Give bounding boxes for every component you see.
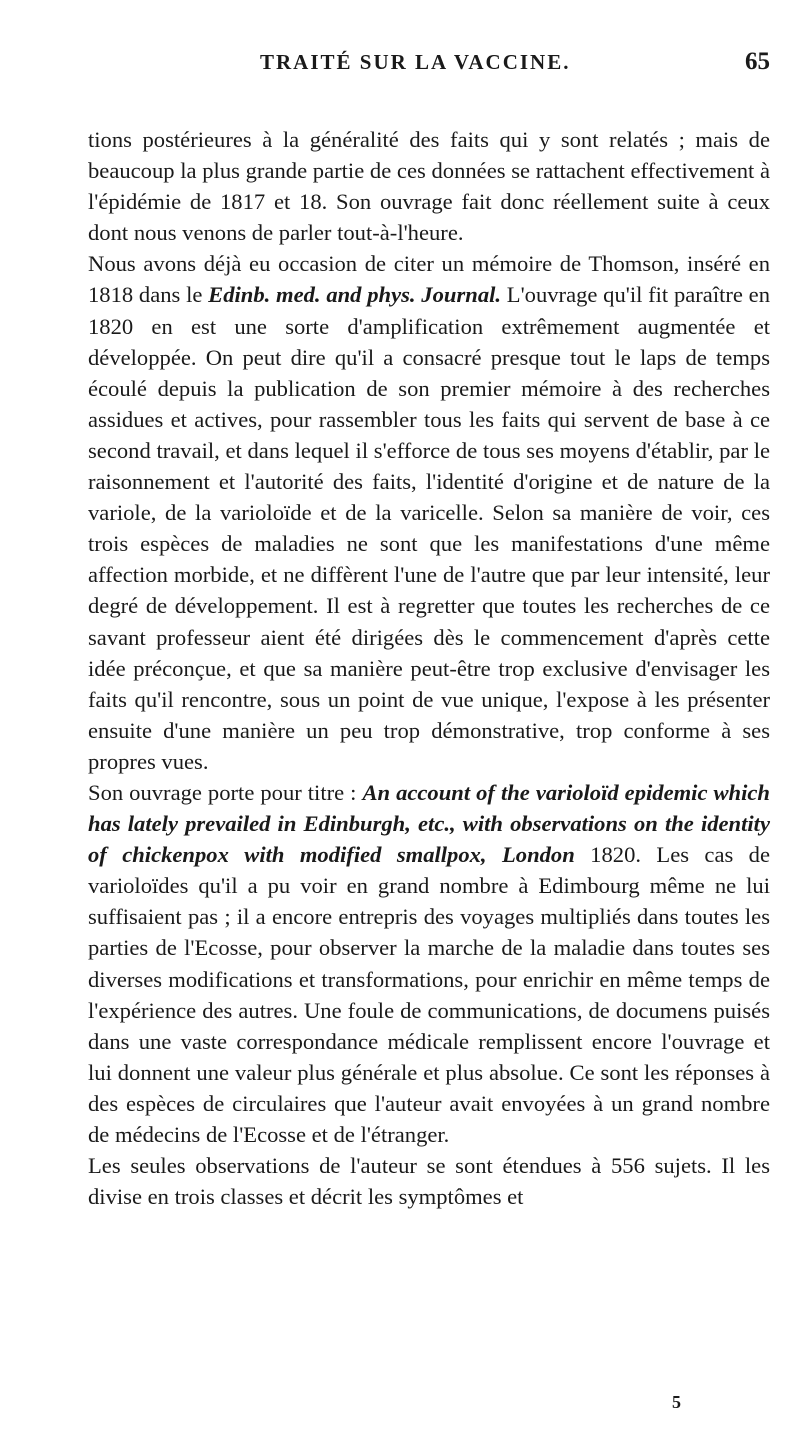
paragraph-2-text-a: Nous avons déjà eu occasion de citer un mémoire de Thomson, inséré en 1818 dans le [88, 251, 770, 308]
book-title-italic: An account of the varioloïd epidemic which has lately prevailed in Edinburgh, etc., with observations on the identity of chickenpox with modified smallpox, London [88, 779, 770, 868]
journal-title-italic: Edinb. med. and phys. Journal. [208, 282, 502, 308]
paragraph-3-text-a: Son ouvrage porte pour titre : [88, 779, 363, 805]
paragraph-2 [88, 248, 770, 777]
paragraph-1: tions postérieures à la généralité des faits qui y sont relatés ; mais de beaucoup la plus grande partie de ces données se rattachent effectivement à l'épidémie de 1817 et 18. Son ouvrage fait donc réellement suite à ceux dont nous venons de parler tout-à-l'heure. [88, 127, 770, 246]
page-number: 65 [745, 48, 770, 75]
running-title: TRAITÉ SUR LA VACCINE. [260, 50, 571, 74]
body-text [88, 124, 770, 1212]
paragraph-4: Les seules observations de l'auteur se sont étendues à 556 sujets. Il les divise en trois classes et décrit les symptômes et [88, 1153, 770, 1210]
paragraph-2-text-b: L'ouvrage qu'il fit paraître en 1820 en est une sorte d'amplification extrêmement augmentée et développée. On peut dire qu'il a consacré presque tout le laps de temps écoulé depuis la publication de son premier mémoire à des recherches assidues et actives, pour rassembler tous les faits qui servent de base à ce second travail, et dans lequel il s'efforce de tous ses moyens d'établir, par le raisonnement et l'autorité des faits, l'identité d'origine et de nature de la variole, de la varioloïde et de la varicelle. Selon sa manière de voir, ces trois espèces de maladies ne sont que les manifestations d'une même affection morbide, et ne diffèrent l'une de l'autre que par leur intensité, leur degré de développement. Il est à regretter que toutes les recherches de ce savant professeur aient été dirigées dès le commencement d'après cette idée préconçue, et que sa manière peut-être trop exclusive d'envisager les faits qu'il rencontre, sous un point de vue unique, l'expose à les présenter ensuite d'une manière un peu trop démonstrative, trop conforme à ses propres vues. [88, 282, 770, 774]
signature-mark: 5 [672, 1392, 681, 1412]
paragraph-3 [88, 777, 770, 1150]
running-head [88, 40, 770, 78]
paragraph-3-text-b: 1820. Les cas de varioloïdes qu'il a pu voir en grand nombre à Edimbourg même ne lui suffisaient pas ; il a encore entrepris des voyages multipliés dans toutes les parties de l'Ecosse, pour observer la marche de la maladie dans toutes ses diverses modifications et transformations, pour enrichir en même temps de l'expérience des autres. Une foule de communications, de documens puisés dans une vaste correspondance médicale remplissent encore l'ouvrage et lui donnent une valeur plus générale et plus absolue. Ce sont les réponses à des espèces de circulaires que l'auteur avait envoyées à un grand nombre de médecins de l'Ecosse et de l'étranger. [88, 842, 770, 1147]
